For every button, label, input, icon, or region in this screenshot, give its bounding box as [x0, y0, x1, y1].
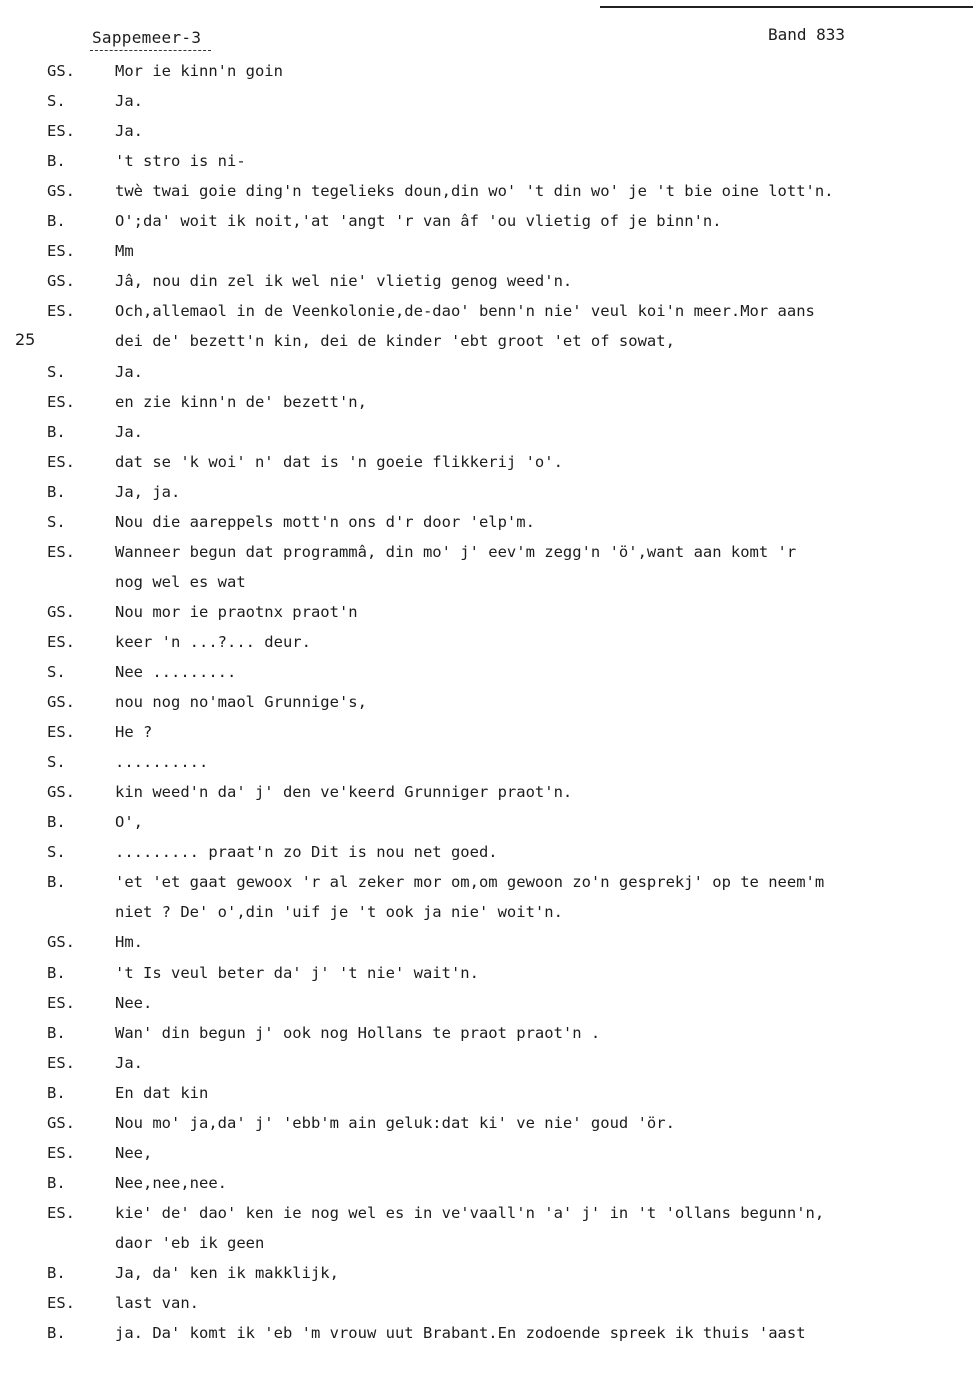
utterance-text: kin weed'n da' j' den ve'keerd Grunniger praot'n.	[115, 783, 573, 802]
transcript-line	[0, 753, 973, 775]
utterance-text: kie' de' dao' ken ie nog wel es in ve'vaall'n 'a' j' in 't 'ollans begunn'n,	[115, 1203, 825, 1222]
utterance-text: ja. Da' komt ik 'eb 'm vrouw uut Brabant.En zodoende spreek ik thuis 'aast	[115, 1324, 806, 1343]
speaker-label: B.	[47, 813, 66, 832]
speaker-label: B.	[47, 963, 66, 982]
utterance-text: Mor ie kinn'n goin	[115, 62, 283, 80]
transcript-line	[0, 1174, 973, 1196]
utterance-text: Nou die aareppels mott'n ons d'r door 'elp'm.	[115, 512, 535, 531]
transcript-line	[0, 903, 973, 925]
utterance-text: He ?	[115, 723, 153, 742]
speaker-label: B.	[47, 1173, 66, 1192]
speaker-label: GS.	[47, 62, 75, 80]
transcript-line	[0, 813, 973, 835]
utterance-text: nog wel es wat	[115, 572, 246, 591]
transcript-line	[0, 423, 973, 445]
utterance-text: Nee,nee,nee.	[115, 1173, 227, 1192]
speaker-label: ES.	[47, 1053, 75, 1072]
utterance-text: Wan' din begun j' ook nog Hollans te praot praot'n .	[115, 1023, 601, 1042]
speaker-label: GS.	[47, 602, 75, 621]
utterance-text: dei de' bezett'n kin, dei de kinder 'ebt groot 'et of sowat,	[115, 332, 675, 351]
transcript-line	[0, 242, 973, 264]
transcript-line	[0, 693, 973, 715]
transcript-line	[0, 843, 973, 865]
transcript-line	[0, 62, 973, 84]
transcript-line	[0, 302, 973, 324]
speaker-label: GS.	[47, 1113, 75, 1132]
speaker-label: B.	[47, 1083, 66, 1102]
transcript-line	[0, 122, 973, 144]
speaker-label: ES.	[47, 1143, 75, 1162]
utterance-text: Ja.	[115, 92, 143, 111]
utterance-text: ......... praat'n zo Dit is nou net goed.	[115, 843, 498, 862]
top-rule	[600, 6, 973, 8]
speaker-label: S.	[47, 843, 66, 862]
transcript-line	[0, 663, 973, 685]
utterance-text: en zie kinn'n de' bezett'n,	[115, 392, 367, 411]
transcript-line	[0, 152, 973, 174]
utterance-text: keer 'n ...?... deur.	[115, 632, 311, 651]
utterance-text: Nou mor ie praotnx praot'n	[115, 602, 358, 621]
speaker-label: S.	[47, 362, 66, 381]
utterance-text: O',	[115, 813, 143, 832]
transcript-line	[0, 92, 973, 114]
transcript-line	[0, 543, 973, 565]
speaker-label: B.	[47, 1324, 66, 1343]
transcript-line	[0, 1234, 973, 1256]
speaker-label: S.	[47, 512, 66, 531]
utterance-text: niet ? De' o',din 'uif je 't ook ja nie' woit'n.	[115, 903, 563, 922]
utterance-text: Ja.	[115, 422, 143, 441]
transcript-line	[0, 573, 973, 595]
utterance-text: O';da' woit ik noit,'at 'angt 'r van âf 'ou vlietig of je binn'n.	[115, 212, 722, 231]
speaker-label: B.	[47, 152, 66, 171]
utterance-text: Mm	[115, 242, 134, 261]
transcript-line	[0, 1084, 973, 1106]
speaker-label: GS.	[47, 693, 75, 712]
transcript-line	[0, 483, 973, 505]
transcript-line	[0, 363, 973, 385]
speaker-label: ES.	[47, 1294, 75, 1313]
header-location-text: Sappemeer-3	[92, 28, 202, 47]
speaker-label: ES.	[47, 452, 75, 471]
speaker-label: ES.	[47, 723, 75, 742]
header-underline	[90, 50, 211, 51]
speaker-label: B.	[47, 1264, 66, 1282]
transcript-line	[0, 873, 973, 895]
transcript-line	[0, 272, 973, 294]
transcript-line	[0, 964, 973, 986]
transcript-line	[0, 933, 973, 955]
utterance-text: Wanneer begun dat programmâ, din mo' j' eev'm zegg'n 'ö',want aan komt 'r	[115, 542, 797, 561]
speaker-label: ES.	[47, 392, 75, 411]
speaker-label: ES.	[47, 542, 75, 561]
margin-line-number: 25	[15, 330, 36, 349]
utterance-text: 't stro is ni-	[115, 152, 246, 171]
transcript-line	[0, 453, 973, 475]
utterance-text: dat se 'k woi' n' dat is 'n goeie flikkerij 'o'.	[115, 452, 563, 471]
utterance-text: Nee .........	[115, 663, 237, 681]
speaker-label: S.	[47, 753, 66, 772]
utterance-text: twè twai goie ding'n tegelieks doun,din wo' 't din wo' je 't bie oine lott'n.	[115, 182, 834, 201]
transcript-line	[0, 1264, 973, 1286]
transcript-line	[0, 633, 973, 655]
utterance-text: 'et 'et gaat gewoox 'r al zeker mor om,om gewoon zo'n gesprekj' op te neem'm	[115, 873, 825, 892]
utterance-text: Hm.	[115, 933, 143, 952]
speaker-label: S.	[47, 92, 66, 111]
page-header-location	[92, 28, 201, 47]
transcript-line	[0, 1324, 973, 1346]
speaker-label: ES.	[47, 302, 75, 321]
speaker-label: GS.	[47, 272, 75, 291]
transcript-line	[0, 1144, 973, 1166]
transcript-line	[0, 1054, 973, 1076]
page-header-tape: Band 833	[768, 25, 846, 44]
utterance-text: Nee,	[115, 1143, 153, 1162]
transcript-line	[0, 603, 973, 625]
utterance-text: Jâ, nou din zel ik wel nie' vlietig genog weed'n.	[115, 272, 573, 291]
speaker-label: ES.	[47, 632, 75, 651]
speaker-label: ES.	[47, 1203, 75, 1222]
speaker-label: GS.	[47, 933, 75, 952]
utterance-text: daor 'eb ik geen	[115, 1233, 265, 1252]
transcript-line	[0, 1204, 973, 1226]
transcript-line	[0, 1114, 973, 1136]
transcript-line	[0, 332, 973, 354]
transcript-line	[0, 1294, 973, 1316]
speaker-label: S.	[47, 663, 66, 681]
transcript-line	[0, 393, 973, 415]
transcript-line	[0, 723, 973, 745]
utterance-text: Ja, ja.	[115, 482, 181, 501]
transcript-line	[0, 513, 973, 535]
utterance-text: 't Is veul beter da' j' 't nie' wait'n.	[115, 963, 479, 982]
speaker-label: B.	[47, 212, 66, 231]
utterance-text: En dat kin	[115, 1083, 209, 1102]
speaker-label: ES.	[47, 122, 75, 141]
utterance-text: Och,allemaol in de Veenkolonie,de-dao' benn'n nie' veul koi'n meer.Mor aans	[115, 302, 815, 321]
speaker-label: ES.	[47, 993, 75, 1012]
transcript-line	[0, 212, 973, 234]
utterance-text: nou nog no'maol Grunnige's,	[115, 693, 367, 712]
speaker-label: B.	[47, 1023, 66, 1042]
utterance-text: Ja.	[115, 362, 143, 381]
transcript-line	[0, 994, 973, 1016]
transcript-line	[0, 182, 973, 204]
speaker-label: GS.	[47, 182, 75, 201]
speaker-label: B.	[47, 482, 66, 501]
utterance-text: Ja.	[115, 122, 143, 141]
utterance-text: Nou mo' ja,da' j' 'ebb'm ain geluk:dat ki' ve nie' goud 'ör.	[115, 1113, 675, 1132]
utterance-text: Ja.	[115, 1053, 143, 1072]
speaker-label: ES.	[47, 242, 75, 261]
utterance-text: last van.	[115, 1294, 199, 1313]
transcript-line	[0, 1024, 973, 1046]
utterance-text: ..........	[115, 753, 209, 772]
speaker-label: B.	[47, 873, 66, 892]
speaker-label: B.	[47, 422, 66, 441]
utterance-text: Nee.	[115, 993, 153, 1012]
speaker-label: GS.	[47, 783, 75, 802]
transcript-line	[0, 783, 973, 805]
utterance-text: Ja, da' ken ik makklijk,	[115, 1264, 339, 1282]
